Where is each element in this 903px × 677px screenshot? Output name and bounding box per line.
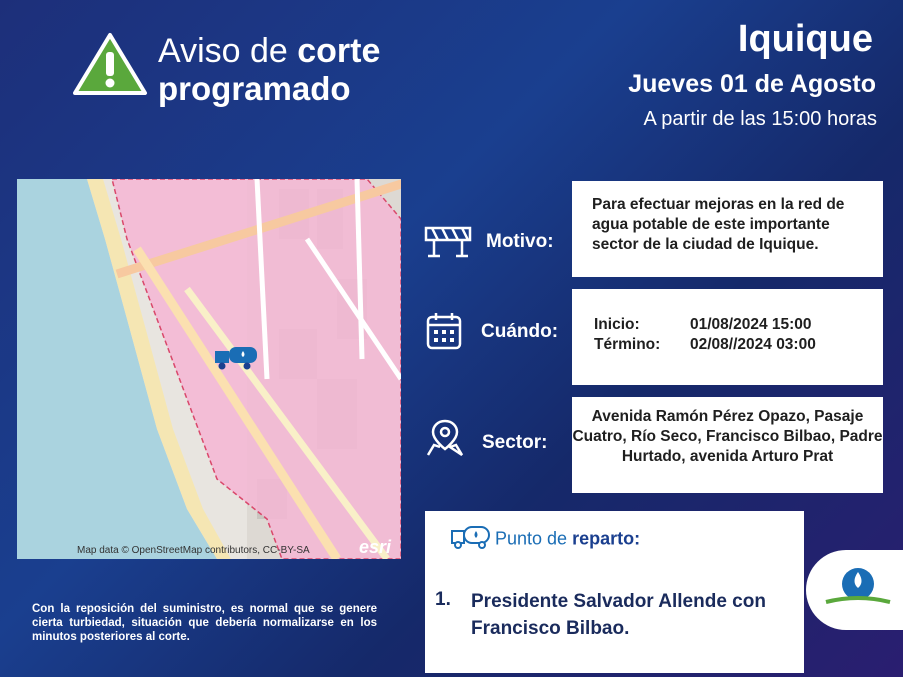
water-truck-icon — [451, 525, 491, 554]
cuando-box — [572, 289, 883, 385]
title-bold: corte — [297, 32, 381, 70]
cuando-label: Cuándo: — [481, 321, 559, 342]
end-row — [594, 335, 816, 355]
reparto-location: Presidente Salvador Allende con Francisco Bilbao. — [471, 591, 766, 639]
map-pin-icon — [426, 419, 472, 459]
sector-label: Sector: — [482, 432, 548, 453]
motivo-box — [572, 181, 883, 277]
reparto-box — [425, 511, 804, 673]
motivo-label: Motivo: — [486, 231, 554, 252]
company-logo — [806, 550, 903, 630]
start-value: 01/08/2024 15:00 — [690, 316, 812, 333]
reparto-number: 1. — [435, 589, 451, 610]
reparto-header — [451, 525, 640, 554]
title-light: Aviso de — [158, 32, 288, 70]
schedule — [594, 315, 816, 355]
city-name: Iquique — [737, 18, 873, 60]
reparto-title-bold: reparto: — [572, 528, 641, 549]
start-row — [594, 315, 816, 335]
map-attribution: Map data © OpenStreetMap contributors, CC-BY-SA — [77, 545, 310, 556]
calendar-icon — [426, 312, 472, 352]
title-line-1 — [158, 32, 380, 71]
esri-logo: esri — [358, 537, 391, 557]
start-hour: A partir de las 15:00 horas — [643, 108, 877, 130]
sector-text: Avenida Ramón Pérez Opazo, Pasaje Cuatro, Río Seco, Francisco Bilbao, Padre Hurtado, avenida Arturo Prat — [572, 408, 883, 465]
reparto-title-light: Punto de — [495, 528, 568, 549]
sector-box — [572, 397, 883, 493]
turbidity-note: Con la reposición del suministro, es normal que se genere cierta turbiedad, situación que debería normalizarse en los minutos posteriores al corte. — [32, 603, 377, 643]
motivo-text: Para efectuar mejoras en la red de agua potable de este importante sector de la ciudad de Iquique. — [592, 196, 845, 253]
warning-icon — [72, 32, 148, 96]
start-label: Inicio: — [594, 316, 640, 333]
title-line-2: programado — [158, 70, 351, 107]
cut-date: Jueves 01 de Agosto — [628, 70, 876, 98]
end-value: 02/08//2024 03:00 — [690, 336, 816, 353]
barrier-icon — [424, 222, 470, 262]
end-label: Término: — [594, 336, 661, 353]
map-view[interactable] — [17, 179, 401, 559]
